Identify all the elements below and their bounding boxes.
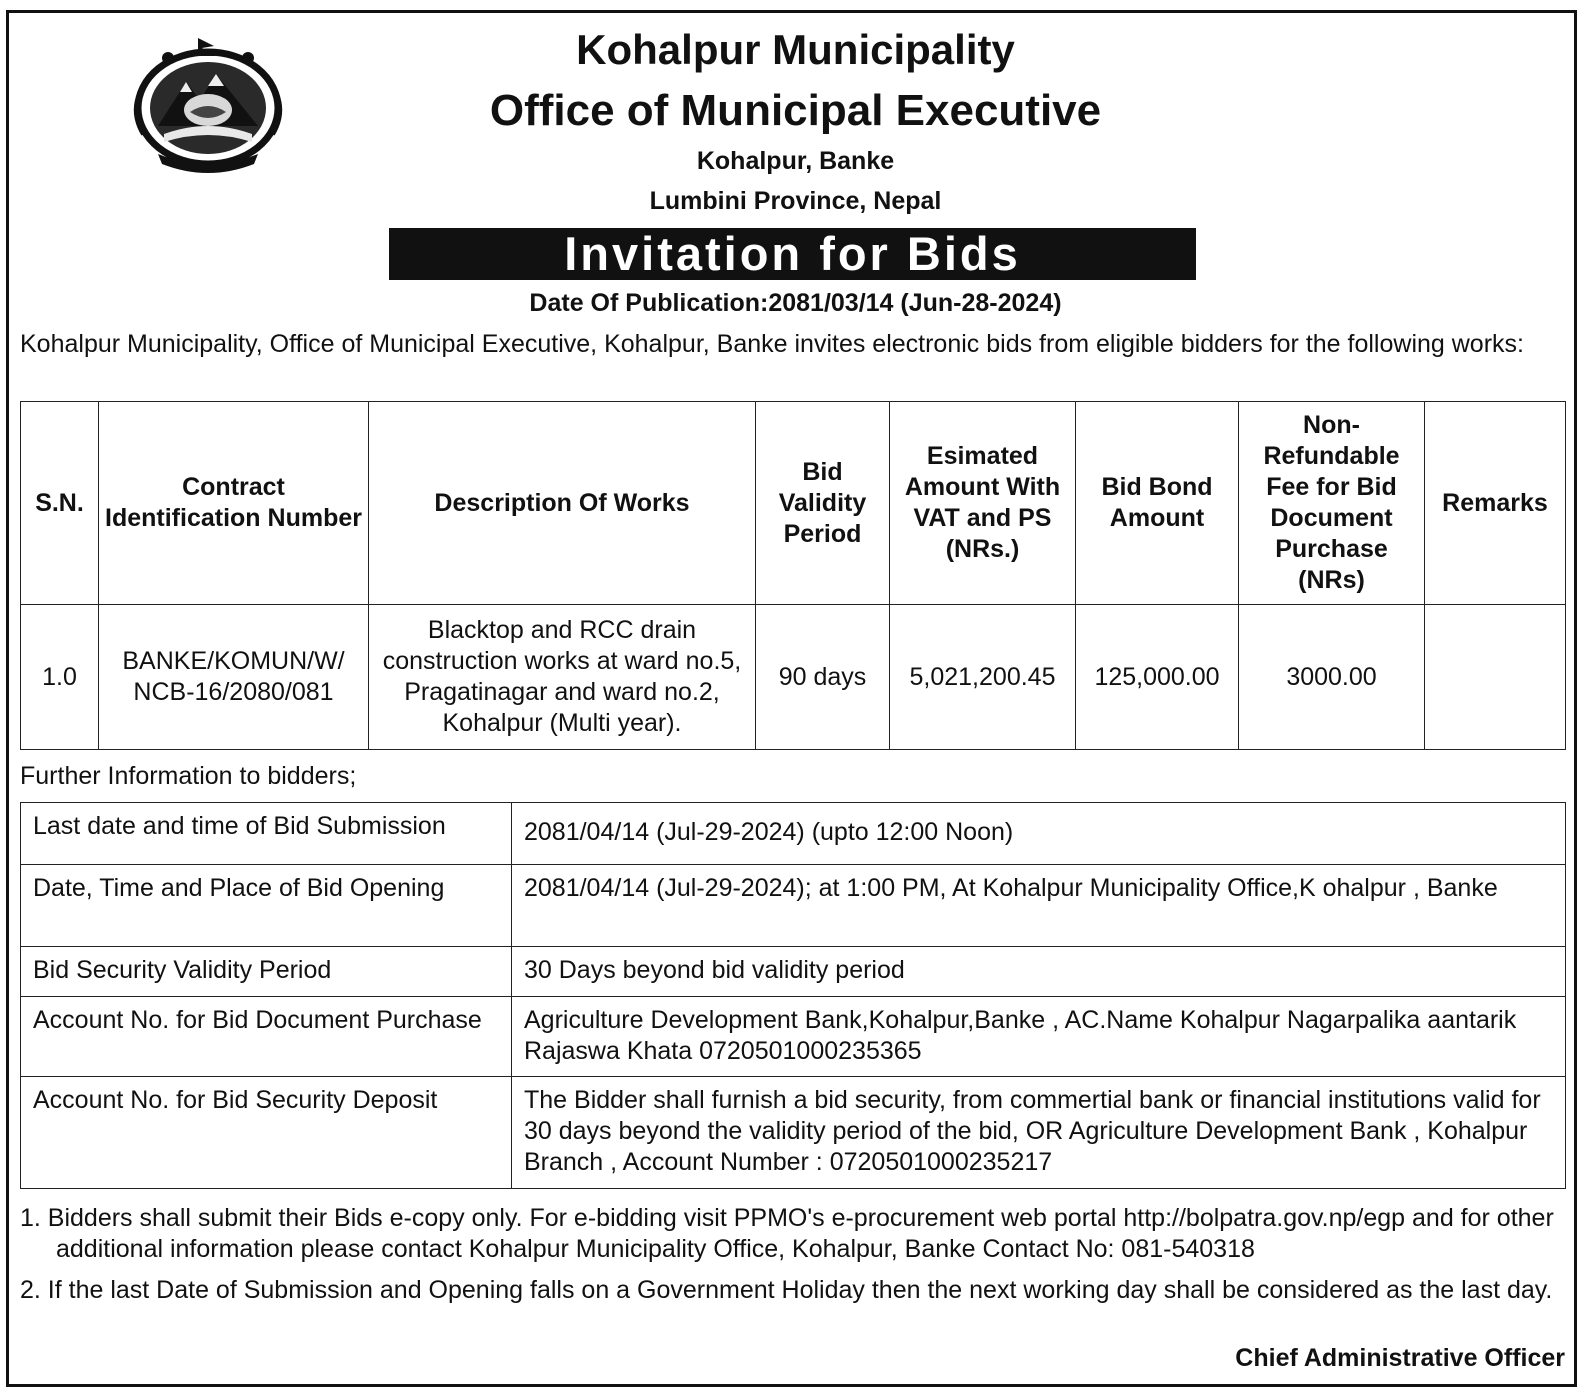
info-label: Bid Security Validity Period	[21, 947, 512, 997]
info-value: The Bidder shall furnish a bid security, from commertial bank or financial institutions valid for 30 days beyond the validity period of the bid, OR Agriculture Development Bank , Kohalpur Branch , Account Number : 0720501000235217	[512, 1077, 1566, 1189]
bidder-info-table	[20, 802, 1566, 1189]
notes-list	[20, 1203, 1572, 1316]
info-row	[21, 1077, 1566, 1189]
info-row	[21, 947, 1566, 997]
header-sn: S.N.	[21, 402, 99, 605]
publication-date: Date Of Publication:2081/03/14 (Jun-28-2024)	[529, 289, 1062, 317]
header-description: Description Of Works	[369, 402, 756, 605]
info-value: 2081/04/14 (Jul-29-2024); at 1:00 PM, At Kohalpur Municipality Office,K ohalpur , Banke	[512, 865, 1566, 947]
table-row	[21, 605, 1566, 750]
signoff: Chief Administrative Officer	[1235, 1344, 1565, 1372]
intro-paragraph: Kohalpur Municipality, Office of Municipal Executive, Kohalpur, Banke invites electronic bids from eligible bidders for the following works:	[20, 330, 1524, 358]
cell-validity: 90 days	[756, 605, 890, 750]
header-bid-bond: Bid Bond Amount	[1076, 402, 1239, 605]
cell-bid-bond: 125,000.00	[1076, 605, 1239, 750]
cell-contract-id: BANKE/KOMUN/W/ NCB-16/2080/081	[99, 605, 369, 750]
header-remarks: Remarks	[1425, 402, 1566, 605]
note-item: 1. Bidders shall submit their Bids e-copy only. For e-bidding visit PPMO's e-procurement web portal http://bolpatra.gov.np/egp and for other additional information please contact Kohalpur Municipality Office, Kohalpur, Banke Contact No: 081-540318	[20, 1204, 1554, 1263]
location-line-1: Kohalpur, Banke	[696, 147, 895, 175]
note-item: 2. If the last Date of Submission and Opening falls on a Government Holiday then the next working day shall be considered as the last day.	[20, 1276, 1553, 1304]
invitation-banner: Invitation for Bids	[389, 228, 1196, 280]
header-estimated-amount: Esimated Amount With VAT and PS (NRs.)	[890, 402, 1076, 605]
cell-estimated-amount: 5,021,200.45	[890, 605, 1076, 750]
info-label: Account No. for Bid Document Purchase	[21, 997, 512, 1077]
cell-fee: 3000.00	[1239, 605, 1425, 750]
info-row	[21, 997, 1566, 1077]
info-label: Account No. for Bid Security Deposit	[21, 1077, 512, 1189]
info-value: 2081/04/14 (Jul-29-2024) (upto 12:00 Noon)	[512, 803, 1566, 865]
info-value: 30 Days beyond bid validity period	[512, 947, 1566, 997]
info-label: Date, Time and Place of Bid Opening	[21, 865, 512, 947]
location-line-2: Lumbini Province, Nepal	[649, 187, 942, 215]
header-contract-id: Contract Identification Number	[99, 402, 369, 605]
cell-description: Blacktop and RCC drain construction works at ward no.5, Pragatinagar and ward no.2, Kohalpur (Multi year).	[369, 605, 756, 750]
header-fee: Non-Refundable Fee for Bid Document Purchase (NRs)	[1239, 402, 1425, 605]
cell-remarks	[1425, 605, 1566, 750]
office-name: Office of Municipal Executive	[489, 86, 1102, 135]
cell-sn: 1.0	[21, 605, 99, 750]
info-row	[21, 803, 1566, 865]
info-row	[21, 865, 1566, 947]
info-label: Last date and time of Bid Submission	[21, 803, 512, 865]
header-validity: Bid Validity Period	[756, 402, 890, 605]
further-info-label: Further Information to bidders;	[20, 762, 357, 790]
municipality-name: Kohalpur Municipality	[576, 26, 1015, 73]
bid-table-header-row	[21, 402, 1566, 605]
bid-table	[20, 401, 1566, 750]
info-value: Agriculture Development Bank,Kohalpur,Banke , AC.Name Kohalpur Nagarpalika aantarik Rajaswa Khata 0720501000235365	[512, 997, 1566, 1077]
